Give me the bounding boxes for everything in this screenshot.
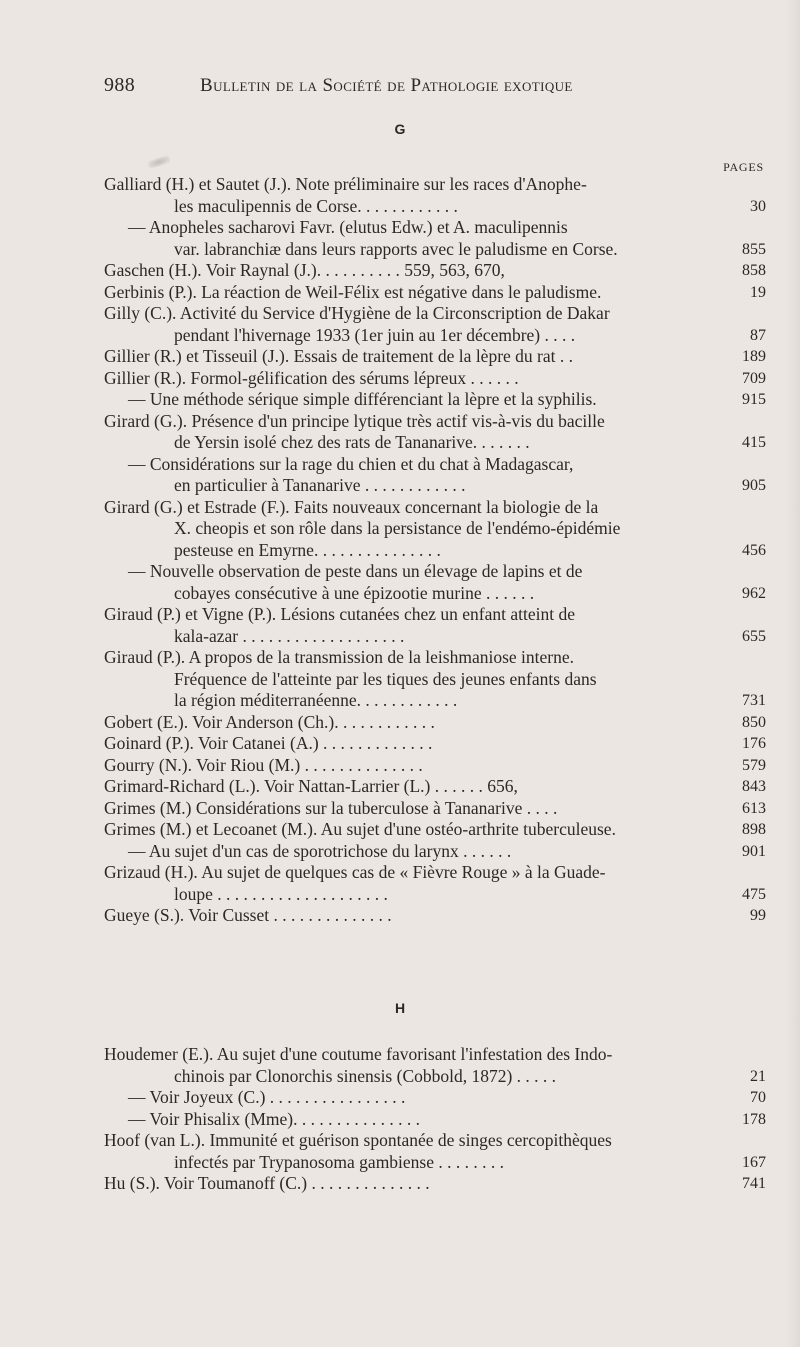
page-reference: 30 (750, 197, 766, 215)
index-entry-text: Goinard (P.). Voir Catanei (A.) . . . . . . . . . . . . . (104, 733, 433, 753)
index-line (0, 819, 800, 841)
index-line (0, 1152, 800, 1174)
page-reference: 709 (742, 369, 766, 387)
index-entry-text: Gerbinis (P.). La réaction de Weil-Félix est négative dans le paludisme. (104, 281, 602, 302)
page-reference: 579 (742, 756, 766, 774)
index-entry-text: — Considérations sur la rage du chien et du chat à Madagascar, (128, 453, 574, 474)
index-line (0, 432, 800, 454)
page-reference: 731 (742, 692, 766, 709)
index-line (0, 733, 800, 755)
index-line (0, 841, 800, 863)
index-entry-text: — Au sujet d'un cas de sporotrichose du larynx . . . . . . (128, 840, 512, 861)
index-line (0, 647, 800, 669)
index-entry-text: Galliard (H.) et Sautet (J.). Note préliminaire sur les races d'Anophe- (104, 174, 587, 194)
index-entry-text: la région méditerranéenne. . . . . . . . . . . . (174, 690, 458, 710)
page-reference: 99 (750, 907, 766, 924)
index-entry-text: Grimes (M.) Considérations sur la tuberculose à Tananarive . . . . (104, 797, 558, 818)
index-entry-text: — Anopheles sacharovi Favr. (elutus Edw.) et A. maculipennis (128, 217, 568, 237)
page-reference: 905 (742, 477, 766, 494)
index-line (0, 239, 800, 261)
index-line (0, 583, 800, 605)
index-entry-text: — Une méthode sérique simple différenciant la lèpre et la syphilis. (128, 389, 597, 409)
index-line (0, 174, 800, 196)
section-letter-h: H (394, 1000, 406, 1016)
index-line (0, 540, 800, 562)
page-reference: 655 (742, 627, 766, 645)
index-line (0, 196, 800, 218)
page-reference: 176 (742, 735, 766, 752)
index-entry-text: Grimard-Richard (L.). Voir Nattan-Larrier (L.) . . . . . . 656, (104, 776, 518, 796)
index-line (0, 1130, 800, 1152)
page-reference: 19 (750, 283, 766, 301)
index-entry-text: Fréquence de l'atteinte par les tiques des jeunes enfants dans (174, 668, 597, 689)
index-entry-text: Hoof (van L.). Immunité et guérison spontanée de singes cercopithèques (104, 1130, 612, 1150)
index-line (0, 1109, 800, 1131)
page-reference: 456 (742, 541, 766, 559)
index-line (0, 497, 800, 519)
index-line (0, 884, 800, 906)
page-reference: 741 (742, 1175, 766, 1192)
index-entry-text: Girard (G.) et Estrade (F.). Faits nouveaux concernant la biologie de la (104, 496, 599, 517)
index-line (0, 1066, 800, 1088)
index-line (0, 776, 800, 798)
index-entry-text: Gourry (N.). Voir Riou (M.) . . . . . . . . . . . . . . (104, 754, 423, 775)
index-line (0, 755, 800, 777)
index-entry-text: — Nouvelle observation de peste dans un élevage de lapins et de (128, 561, 583, 581)
running-header (104, 74, 696, 97)
page-reference: 901 (742, 842, 766, 860)
index-line (0, 862, 800, 884)
index-line (0, 712, 800, 734)
page-reference: 915 (742, 391, 766, 408)
index-entry-text: Gillier (R.) et Tisseuil (J.). Essais de traitement de la lèpre du rat . . (104, 346, 573, 366)
page-reference: 178 (742, 1110, 766, 1128)
page-reference: 21 (750, 1067, 766, 1085)
index-line (0, 260, 800, 282)
index-entry-text: Gueye (S.). Voir Cusset . . . . . . . . . . . . . . (104, 905, 392, 925)
page-reference: 189 (742, 348, 766, 365)
index-line (0, 475, 800, 497)
page-reference: 962 (742, 584, 766, 602)
index-line (0, 561, 800, 583)
page-reference: 850 (742, 713, 766, 731)
index-line (0, 626, 800, 648)
index-entry-text: en particulier à Tananarive . . . . . . . . . . . . (174, 475, 466, 495)
index-line (0, 669, 800, 691)
index-line (0, 303, 800, 325)
index-entry-text: pesteuse en Emyrne. . . . . . . . . . . . . . . (174, 539, 441, 560)
index-entry-text: infectés par Trypanosoma gambiense . . . . . . . . (174, 1151, 505, 1172)
index-line (0, 604, 800, 626)
index-line (0, 346, 800, 368)
index-entry-text: loupe . . . . . . . . . . . . . . . . . . . . (174, 883, 388, 904)
index-entry-text: — Voir Joyeux (C.) . . . . . . . . . . . . . . . . (128, 1087, 406, 1107)
index-entry-text: Girard (G.). Présence d'un principe lytique très actif vis-à-vis du bacille (104, 410, 605, 431)
index-line (0, 798, 800, 820)
index-entry-text: Gobert (E.). Voir Anderson (Ch.). . . . . . . . . . . . (104, 711, 435, 732)
index-entry-text: Gilly (C.). Activité du Service d'Hygiène de la Circonscription de Dakar (104, 303, 610, 323)
index-line (0, 454, 800, 476)
index-entry-text: Gillier (R.). Formol-gélification des sérums lépreux . . . . . . (104, 367, 519, 388)
index-entry-text: Giraud (P.). A propos de la transmission de la leishmaniose interne. (104, 647, 574, 667)
index-entry-text: les maculipennis de Corse. . . . . . . . . . . . (174, 195, 458, 216)
page-reference: 858 (742, 262, 766, 279)
pages-column-label: PAGES (723, 160, 764, 174)
index-entry-text: — Voir Phisalix (Mme). . . . . . . . . . . . . . . (128, 1108, 420, 1129)
index-line (0, 282, 800, 304)
page-reference: 898 (742, 821, 766, 838)
page-reference: 475 (742, 885, 766, 903)
index-entry-text: de Yersin isolé chez des rats de Tananarive. . . . . . . (174, 432, 530, 452)
index-entry-text: X. cheopis et son rôle dans la persistance de l'endémo-épidémie (174, 518, 621, 538)
index-line (0, 905, 800, 927)
index-entry-text: Grizaud (H.). Au sujet de quelques cas de « Fièvre Rouge » à la Guade- (104, 862, 606, 882)
paper-blemish (147, 155, 170, 169)
index-line (0, 217, 800, 239)
index-entry-text: var. labranchiæ dans leurs rapports avec le paludisme en Corse. (174, 238, 618, 259)
page-reference: 613 (742, 799, 766, 817)
index-entry-text: cobayes consécutive à une épizootie murine . . . . . . (174, 582, 535, 603)
page-reference: 855 (742, 240, 766, 258)
index-line (0, 1087, 800, 1109)
index-entry-text: Grimes (M.) et Lecoanet (M.). Au sujet d'une ostéo-arthrite tuberculeuse. (104, 819, 616, 839)
journal-title: Bulletin de la Société de Pathologie exotique (200, 75, 573, 96)
page-reference: 843 (742, 778, 766, 795)
page-number: 988 (104, 74, 136, 96)
page-reference: 167 (742, 1153, 766, 1171)
index-entry-text: Houdemer (E.). Au sujet d'une coutume favorisant l'infestation des Indo- (104, 1044, 613, 1064)
index-entry-text: Giraud (P.) et Vigne (P.). Lésions cutanées chez un enfant atteint de (104, 604, 575, 624)
index-line (0, 1044, 800, 1066)
index-line (0, 368, 800, 390)
page-reference: 87 (750, 326, 766, 344)
page-reference: 415 (742, 434, 766, 451)
index-line (0, 389, 800, 411)
page-reference: 70 (750, 1089, 766, 1106)
index-line (0, 1173, 800, 1195)
index-line (0, 325, 800, 347)
index-entry-text: Gaschen (H.). Voir Raynal (J.). . . . . . . . . . 559, 563, 670, (104, 260, 505, 280)
index-line (0, 411, 800, 433)
index-entry-text: chinois par Clonorchis sinensis (Cobbold, 1872) . . . . . (174, 1065, 557, 1086)
index-line (0, 690, 800, 712)
section-letter-g: G (394, 121, 406, 137)
index-entry-text: pendant l'hivernage 1933 (1er juin au 1er décembre) . . . . (174, 324, 576, 345)
index-entry-text: Hu (S.). Voir Toumanoff (C.) . . . . . . . . . . . . . . (104, 1173, 430, 1193)
index-section-h (0, 1044, 800, 1195)
index-line (0, 518, 800, 540)
index-section-g (0, 174, 800, 927)
index-entry-text: kala-azar . . . . . . . . . . . . . . . . . . . (174, 625, 405, 646)
